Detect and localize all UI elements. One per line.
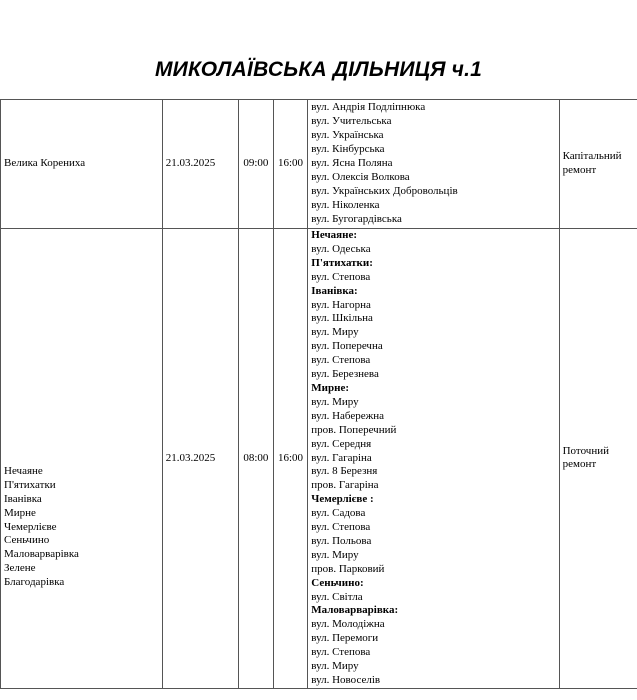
street-item: вул. Світла <box>311 590 363 603</box>
street-item: вул. Миру <box>311 548 359 561</box>
end-time-cell: 16:00 <box>273 229 308 689</box>
street-item: вул. Степова <box>311 646 371 659</box>
work-type-cell: Капітальний ремонт <box>559 100 637 229</box>
settlement-name: Іванівка <box>4 492 42 505</box>
streets-cell <box>308 100 559 229</box>
street-item: вул. Українських Добровольців <box>311 184 458 197</box>
street-item: вул. Перемоги <box>311 632 379 645</box>
schedule-table-body <box>1 100 637 689</box>
work-type-cell: Поточний ремонт <box>559 229 637 689</box>
street-item: вул. Миру <box>311 660 359 673</box>
locality-heading: П'ятихатки: <box>311 256 373 269</box>
street-item: вул. Молодіжна <box>311 618 385 631</box>
start-time-cell: 08:00 <box>239 229 274 689</box>
settlement-name: Велика Корениха <box>4 157 86 170</box>
settlement-name: Нечаяне <box>4 464 43 477</box>
settlement-name: Мирне <box>4 506 36 519</box>
date-cell: 21.03.2025 <box>162 229 238 689</box>
outage-schedule-table <box>0 99 637 689</box>
street-item: вул. Нагорна <box>311 298 371 311</box>
street-item: вул. Новоселів <box>311 674 381 686</box>
settlement-name: Благодарівка <box>4 576 65 589</box>
street-item: вул. Олексія Волкова <box>311 170 410 183</box>
settlement-name: Сеньчино <box>4 534 50 547</box>
settlement-name: Маловарварівка <box>4 548 79 561</box>
street-item: вул. Андрія Подліпнюка <box>311 101 426 114</box>
date-cell: 21.03.2025 <box>162 100 238 229</box>
settlement-name: Зелене <box>4 562 36 575</box>
locality-heading: Чемерлієве : <box>311 493 374 506</box>
table-row <box>1 229 637 689</box>
street-item: вул. Одеська <box>311 242 371 255</box>
street-item: вул. Набережна <box>311 409 385 422</box>
end-time-cell: 16:00 <box>273 100 308 229</box>
street-item: вул. Ніколенка <box>311 198 380 211</box>
locality-heading: Мирне: <box>311 381 350 394</box>
street-item: вул. Шкільна <box>311 312 373 325</box>
settlements-cell <box>1 100 163 229</box>
street-item: вул. Учительська <box>311 115 392 128</box>
street-item: вул. Польова <box>311 534 372 547</box>
settlement-name: П'ятихатки <box>4 478 56 491</box>
street-item: пров. Гагаріна <box>311 479 379 492</box>
street-item: вул. Степова <box>311 521 371 534</box>
settlements-cell <box>1 229 163 689</box>
locality-heading: Нечаяне: <box>311 229 357 241</box>
street-item: вул. Кінбурська <box>311 143 385 156</box>
page-title: МИКОЛАЇВСЬКА ДІЛЬНИЦЯ ч.1 <box>154 58 483 81</box>
street-item: вул. Степова <box>311 270 371 283</box>
locality-heading: Іванівка: <box>311 284 358 297</box>
locality-heading: Маловарварівка: <box>311 604 399 617</box>
street-item: вул. Поперечна <box>311 340 383 353</box>
street-item: пров. Парковий <box>311 562 385 575</box>
street-item: вул. Бугогардівська <box>311 212 402 225</box>
table-row <box>1 100 637 229</box>
street-item: вул. Степова <box>311 354 371 367</box>
street-item: вул. Українська <box>311 129 384 142</box>
streets-cell <box>308 229 559 689</box>
street-item: вул. Миру <box>311 395 359 408</box>
street-item: вул. Миру <box>311 326 359 339</box>
start-time-cell: 09:00 <box>239 100 274 229</box>
street-item: вул. Ясна Поляна <box>311 157 393 170</box>
street-item: вул. Садова <box>311 507 366 520</box>
street-item: пров. Поперечний <box>311 423 397 436</box>
street-item: вул. 8 Березня <box>311 465 378 478</box>
locality-heading: Сеньчино: <box>311 576 364 589</box>
street-item: вул. Березнева <box>311 368 379 381</box>
street-item: вул. Гагаріна <box>311 451 372 464</box>
street-item: вул. Середня <box>311 437 372 450</box>
settlement-name: Чемерлієве <box>4 520 57 533</box>
